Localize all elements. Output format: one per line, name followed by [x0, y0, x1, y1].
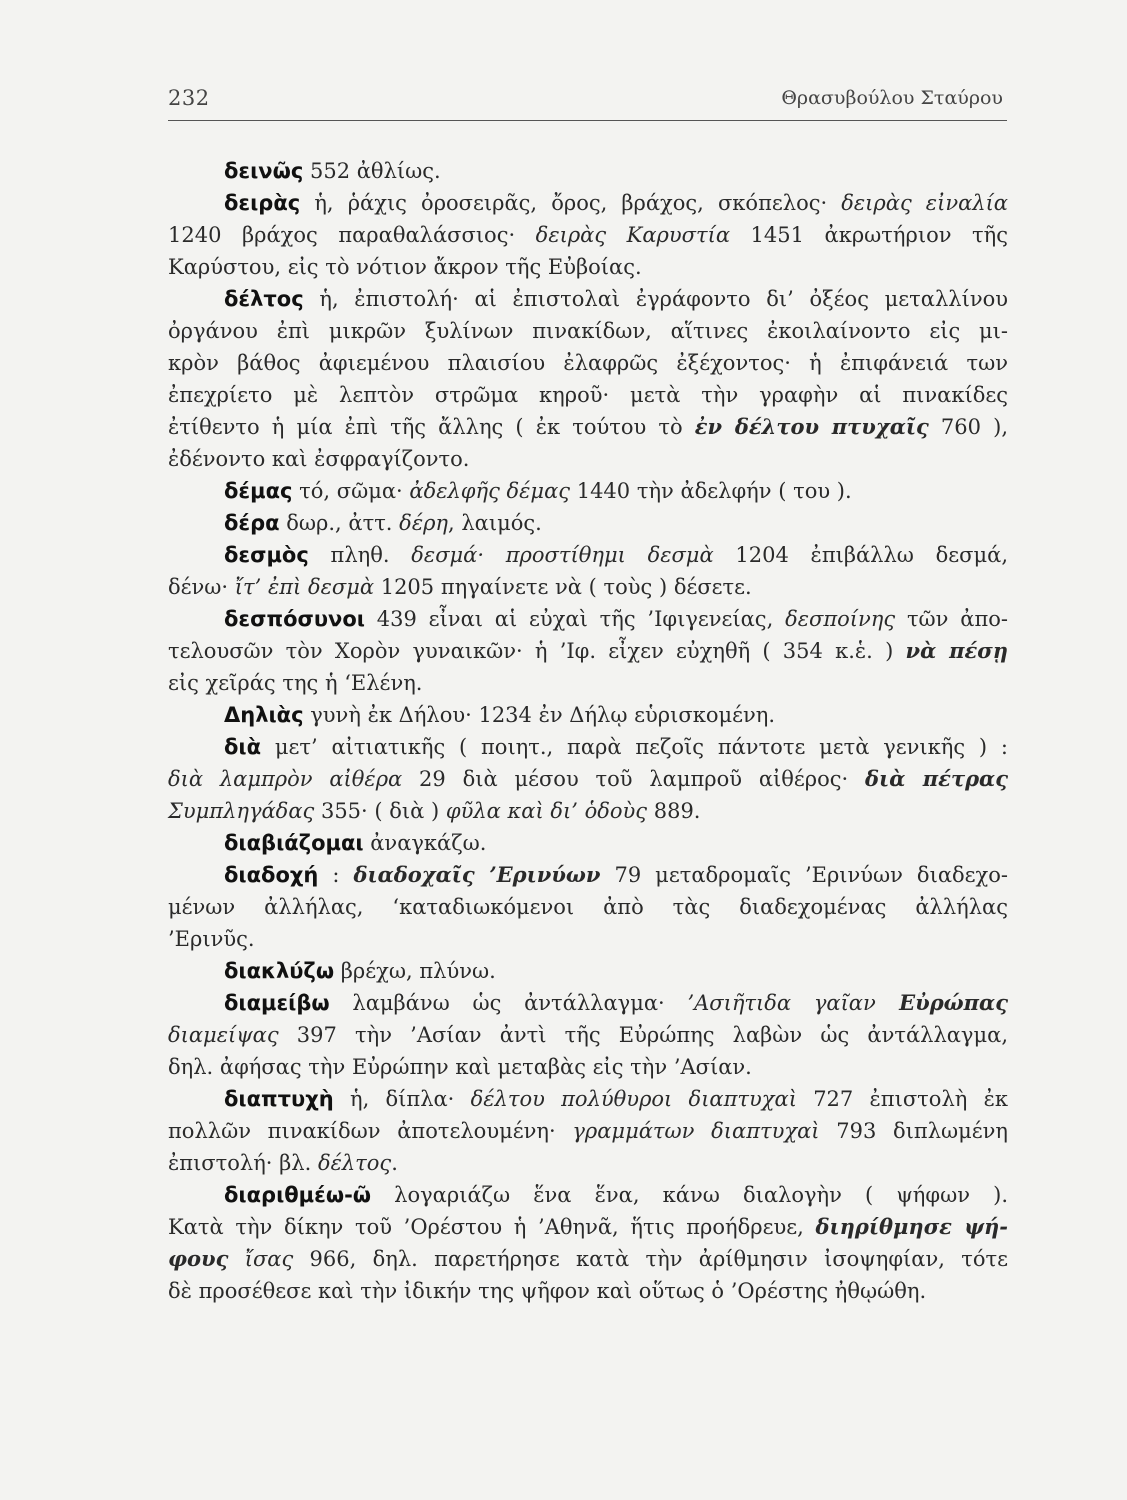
- headword: διαμείβω: [224, 991, 330, 1015]
- entry-line: [168, 1083, 1008, 1115]
- headword: Δηλιὰς: [224, 703, 304, 727]
- entry-continuation-line: [168, 1275, 1008, 1307]
- definition-text: ὀργάνου ἐπὶ μικρῶν ξυλίνων πινακίδων, αἵτινες ἐκοιλαίνοντο εἰς μι-: [168, 319, 1008, 343]
- definition-text: ἐπιστολή· βλ.: [168, 1151, 318, 1175]
- entry-line: [168, 155, 1008, 187]
- entry-continuation-line: [168, 411, 1008, 443]
- citation-text: ’Ασιῆτιδα γαῖαν: [687, 991, 876, 1015]
- citation-text: ἴσας: [228, 1247, 294, 1271]
- definition-text: 439 εἶναι αἱ εὐχαὶ τῆς ’Ιφιγενείας,: [364, 607, 786, 631]
- entry-line: [168, 283, 1008, 315]
- definition-text: Καρύστου, εἰς τὸ νότιον ἄκρον τῆς Εὐβοίας.: [168, 255, 642, 279]
- definition-text: δὲ προσέθεσε καὶ τὴν ἰδικήν της ψῆφον καὶ οὕτως ὁ ’Ορέστης ἠθῳώθη.: [168, 1279, 927, 1303]
- definition-text: , λαιμός.: [448, 511, 542, 535]
- entry-continuation-line: [168, 571, 1008, 603]
- definition-text: ἐτίθεντο ἡ μία ἐπὶ τῆς ἄλλης ( ἐκ τούτου τὸ: [168, 415, 695, 439]
- citation-text: διαμείψας: [168, 1023, 279, 1047]
- definition-text: λαμβάνω ὡς ἀντάλλαγμα·: [329, 991, 688, 1015]
- definition-text: 552 ἀθλίως.: [303, 159, 441, 183]
- headword: δέλτος: [224, 287, 304, 311]
- entry-continuation-line: [168, 443, 1008, 475]
- entry-line: [168, 827, 1008, 859]
- entry-line: [168, 987, 1008, 1019]
- definition-text: τῶν ἀπο-: [895, 607, 1008, 631]
- page-number: 232: [168, 86, 210, 110]
- definition-text: τό, σῶμα·: [292, 479, 410, 503]
- entry-continuation-line: [168, 1211, 1008, 1243]
- citation-text: διηρίθμησε ψή-: [815, 1214, 1008, 1239]
- definition-text: 79 μεταδρομαῖς ’Ερινύων διαδεχο-: [600, 863, 1008, 887]
- entry-line: [168, 1179, 1008, 1211]
- definition-text: 727 ἐπιστολὴ ἐκ: [796, 1087, 1008, 1111]
- citation-text: δέλτος: [317, 1151, 392, 1175]
- entry-line: [168, 507, 1008, 539]
- definition-text: γυνὴ ἐκ Δήλου· 1234 ἐν Δήλῳ εὑρισκομένη.: [303, 703, 776, 727]
- citation-text: δέρη: [399, 511, 449, 535]
- definition-text: 966, δηλ. παρετήρησε κατὰ τὴν ἀρίθμησιν ἰσοψηφίαν, τότε: [293, 1247, 1008, 1271]
- entry-continuation-line: [168, 347, 1008, 379]
- entry-continuation-line: [168, 763, 1008, 795]
- citation-text: γραμμάτων διαπτυχαὶ: [572, 1119, 820, 1143]
- entry-line: [168, 603, 1008, 635]
- definition-text: ἀναγκάζω.: [363, 831, 487, 855]
- definition-text: 1205 πηγαίνετε νὰ ( τοὺς ) δέσετε.: [374, 575, 752, 599]
- entry-continuation-line: [168, 891, 1008, 923]
- entry-line: [168, 731, 1008, 763]
- headword: διαδοχή: [224, 863, 319, 887]
- definition-text: ἡ, ἐπιστολή· αἱ ἐπιστολαὶ ἐγράφοντο δι’ ὀξέος μεταλλίνου: [303, 287, 1008, 311]
- definition-text: ἡ, δίπλα·: [333, 1087, 471, 1111]
- definition-text: 1240 βράχος παραθαλάσσιος·: [168, 223, 536, 247]
- headword: δέρα: [224, 511, 280, 535]
- headword: δειρὰς: [224, 191, 301, 215]
- definition-text: πληθ.: [308, 543, 412, 567]
- citation-text: ἴτ’ ἐπὶ δεσμὰ: [234, 575, 375, 599]
- definition-text: ἐπεχρίετο μὲ λεπτὸν στρῶμα κηροῦ· μετὰ τὴν γραφὴν αἱ πινακίδες: [168, 383, 1008, 407]
- headword: διαριθμέω-ῶ: [224, 1183, 372, 1207]
- headword: δέμας: [224, 479, 293, 503]
- citation-text: δειρὰς Καρυστία: [535, 223, 730, 247]
- entry-line: [168, 475, 1008, 507]
- definition-text: μετ’ αἰτιατικῆς ( ποιητ., παρὰ πεζοῖς πάντοτε μετὰ γενικῆς ) :: [261, 735, 1008, 759]
- definition-text: τελουσῶν τὸν Χορὸν γυναικῶν· ἡ ’Ιφ. εἶχεν εὐχηθῆ ( 354 κ.ἑ. ): [168, 639, 906, 663]
- definition-text: .: [391, 1151, 398, 1175]
- citation-text: Εὐρώπας: [875, 990, 1008, 1015]
- definition-text: 355· ( διὰ ): [314, 799, 446, 823]
- citation-text: δεσποίνης: [785, 607, 896, 631]
- citation-text: διαδοχαῖς ’Ερινύων: [353, 862, 601, 887]
- citation-text: διὰ λαμπρὸν αἰθέρα: [168, 767, 403, 791]
- definition-text: Κατὰ τὴν δίκην τοῦ ’Ορέστου ἡ ’Αθηνᾶ, ἥτις προήδρευε,: [168, 1215, 816, 1239]
- citation-text: δέλτου πολύθυροι διαπτυχαὶ: [470, 1087, 797, 1111]
- headword: διακλύζω: [224, 959, 335, 983]
- entry-continuation-line: [168, 251, 1008, 283]
- headword: δεσμὸς: [224, 543, 309, 567]
- entry-continuation-line: [168, 1115, 1008, 1147]
- definition-text: πολλῶν πινακίδων ἀποτελουμένη·: [168, 1119, 573, 1143]
- citation-text: ἐν δέλτου πτυχαῖς: [694, 414, 929, 439]
- definition-text: :: [318, 863, 354, 887]
- headword: διαβιάζομαι: [224, 831, 364, 855]
- entry-continuation-line: [168, 1051, 1008, 1083]
- citation-text: δειρὰς εἰναλία: [841, 191, 1008, 215]
- entry-continuation-line: [168, 1243, 1008, 1275]
- citation-text: νὰ πέσῃ: [905, 638, 1008, 663]
- entry-continuation-line: [168, 1019, 1008, 1051]
- glossary-text: [168, 155, 1008, 1307]
- definition-text: βρέχω, πλύνω.: [334, 959, 496, 983]
- definition-text: ’Ερινῦς.: [168, 927, 255, 951]
- definition-text: δένω·: [168, 575, 235, 599]
- definition-text: 889.: [647, 799, 701, 823]
- entry-line: [168, 539, 1008, 571]
- citation-text: ἀδελφῆς δέμας: [409, 479, 571, 503]
- running-head: Θρασυβούλου Σταύρου: [781, 87, 1003, 109]
- definition-text: εἰς χεῖράς της ἡ ‘Ελένη.: [168, 671, 423, 695]
- definition-text: 29 διὰ μέσου τοῦ λαμπροῦ αἰθέρος·: [402, 767, 866, 791]
- citation-text: φους: [168, 1246, 229, 1271]
- definition-text: δωρ., ἀττ.: [279, 511, 400, 535]
- definition-text: 1204 ἐπιβάλλω δεσμά,: [713, 543, 1009, 567]
- definition-text: 397 τὴν ’Ασίαν ἀντὶ τῆς Εὐρώπης λαβὼν ὡς ἀντάλλαγμα,: [278, 1023, 1008, 1047]
- definition-text: 1440 τὴν ἀδελφήν ( του ).: [570, 479, 852, 503]
- entry-continuation-line: [168, 667, 1008, 699]
- headword: διαπτυχὴ: [224, 1087, 334, 1111]
- entry-continuation-line: [168, 635, 1008, 667]
- entry-line: [168, 955, 1008, 987]
- entry-continuation-line: [168, 1147, 1008, 1179]
- definition-text: μένων ἀλλήλας, ‘καταδιωκόμενοι ἀπὸ τὰς διαδεχομένας ἀλλήλας: [168, 895, 1008, 919]
- definition-text: ἐδένοντο καὶ ἐσφραγίζοντο.: [168, 447, 470, 471]
- entry-continuation-line: [168, 315, 1008, 347]
- headword: δεινῶς: [224, 159, 304, 183]
- definition-text: λογαριάζω ἕνα ἕνα, κάνω διαλογὴν ( ψήφων ).: [371, 1183, 1008, 1207]
- headword: δεσπόσυνοι: [224, 607, 365, 631]
- entry-line: [168, 859, 1008, 891]
- headword: διὰ: [224, 735, 262, 759]
- definition-text: κρὸν βάθος ἀφιεμένου πλαισίου ἐλαφρῶς ἐξέχοντος· ἡ ἐπιφάνειά των: [168, 351, 1008, 375]
- definition-text: 793 διπλωμένη: [819, 1119, 1009, 1143]
- citation-text: δεσμά· προστίθημι δεσμὰ: [411, 543, 714, 567]
- definition-text: ἡ, ῥάχις ὀροσειρᾶς, ὄρος, βράχος, σκόπελος·: [300, 191, 842, 215]
- entry-line: [168, 187, 1008, 219]
- citation-text: Συμπληγάδας: [168, 799, 315, 823]
- entry-continuation-line: [168, 923, 1008, 955]
- citation-text: φῦλα καὶ δι’ ὁδοὺς: [445, 799, 648, 823]
- definition-text: 1451 ἀκρωτήριον τῆς: [730, 223, 1008, 247]
- entry-line: [168, 699, 1008, 731]
- definition-text: 760 ),: [928, 415, 1008, 439]
- entry-continuation-line: [168, 219, 1008, 251]
- page-header: [168, 86, 1007, 121]
- definition-text: δηλ. ἀφήσας τὴν Εὐρώπην καὶ μεταβὰς εἰς τὴν ’Ασίαν.: [168, 1055, 752, 1079]
- entry-continuation-line: [168, 379, 1008, 411]
- entry-continuation-line: [168, 795, 1008, 827]
- citation-text: διὰ πέτρας: [865, 766, 1008, 791]
